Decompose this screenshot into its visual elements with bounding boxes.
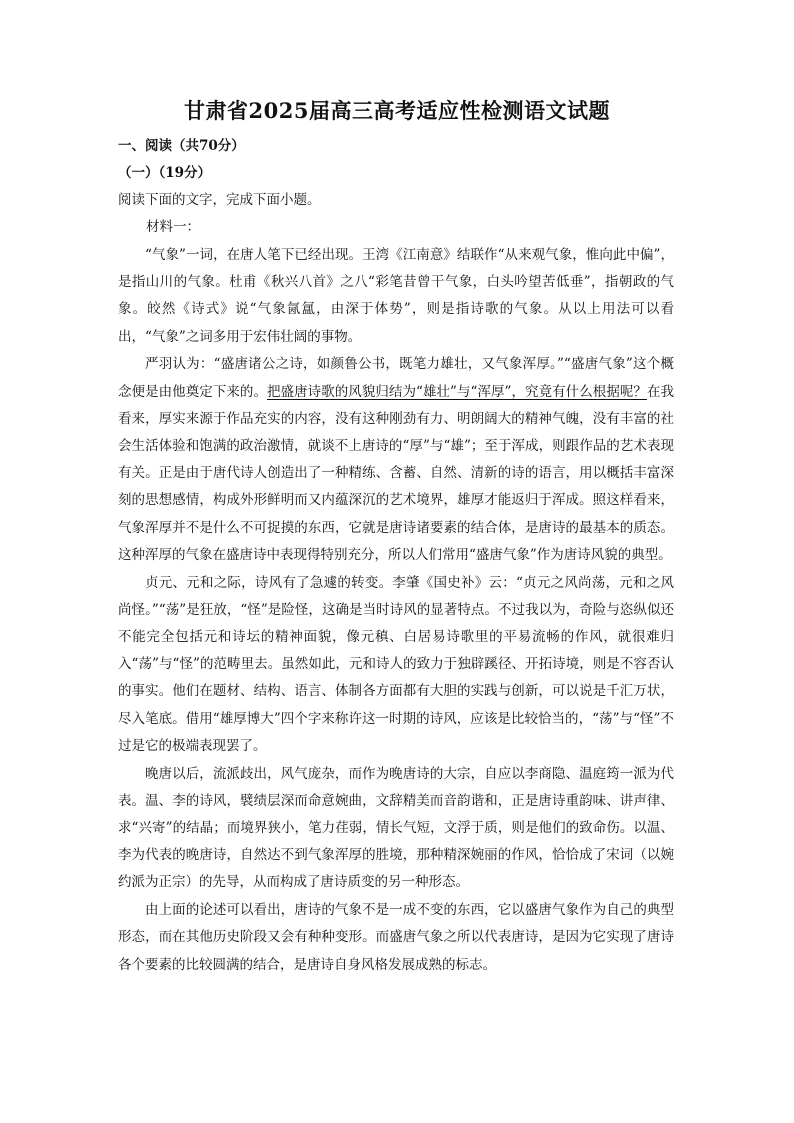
section-heading: 一、阅读（共70分）	[118, 138, 245, 154]
exam-title: 甘肃省2025届高三高考适应性检测语文试题	[184, 98, 610, 123]
underlined-question: 把盛唐诗歌的风貌归结为“雄壮”与“浑厚”，究竟有什么根据呢？	[267, 383, 647, 400]
material-body	[118, 242, 674, 979]
paragraph-2-opening: 严羽认为：“盛唐诸公之诗，如颜鲁公书，既笔力雄壮，又气象浑厚。”“盛唐气象”这个概念便是由他奠定下来的。	[118, 356, 674, 400]
paragraph-3: 贞元、元和之际，诗风有了急遽的转变。李肇《国史补》云：“贞元之风尚荡，元和之风尚怪。”“荡”是狂放，“怪”是险怪，这确是当时诗风的显著特点。不过我以为，奇险与恣纵似还不能完全包括元和诗坛的精神面貌，像元稹、白居易诗歌里的平易流畅的作风，就很难归入“荡”与“怪”的范畴里去。虽然如此，元和诗人的致力于独辟蹊径、开拓诗境，则是不容否认的事实。他们在题材、结构、语言、体制各方面都有大胆的实践与创新，可以说是千汇万状，尽入笔底。借用“雄厚博大”四个字来称许这一时期的诗风，应该是比较恰当的，“荡”与“怪”不过是它的极端表现罢了。	[118, 574, 674, 754]
material-label: 材料一：	[146, 219, 200, 235]
paragraph-4: 晚唐以后，流派歧出，风气庞杂，而作为晚唐诗的大宗，自应以李商隐、温庭筠一派为代表。温、李的诗风，襞绩层深而命意婉曲，文辞精美而音韵谐和，正是唐诗重韵味、讲声律、求“兴寄”的结晶；而境界狭小，笔力荏弱，情长气短，文浮于质，则是他们的致命伤。以温、李为代表的晚唐诗，自然达不到气象浑厚的胜境，那种精深婉丽的作风，恰恰成了宋词（以婉约派为正宗）的先导，从而构成了唐诗质变的另一种形态。	[118, 765, 674, 891]
paragraph-2	[118, 351, 674, 569]
paragraph-2-rest: 在我看来，厚实来源于作品充实的内容，没有这种刚劲有力、明朗阔大的精神气魄，没有丰富的社会生活体验和饱满的政治激情，就谈不上唐诗的“厚”与“雄”；至于浑成，则跟作品的艺术表现有关。正是由于唐代诗人创造出了一种精练、含蓄、自然、清新的诗的语言，用以概括丰富深刻的思想感情，构成外形鲜明而又内蕴深沉的艺术境界，雄厚才能返归于浑成。照这样看来，气象浑厚并不是什么不可捉摸的东西，它就是唐诗诸要素的结合体，是唐诗的最基本的质态。这种浑厚的气象在盛唐诗中表现得特别充分，所以人们常用“盛唐气象”作为唐诗风貌的典型。	[118, 383, 675, 563]
reading-instruction: 阅读下面的文字，完成下面小题。	[118, 192, 321, 208]
subsection-heading: （一）（19分）	[118, 165, 212, 181]
paragraph-1: “气象”一词，在唐人笔下已经出现。王湾《江南意》结联作“从来观气象，惟向此中偏”，是指山川的气象。杜甫《秋兴八首》之八“彩笔昔曾干气象，白头吟望苦低垂”，指朝政的气象。皎然《诗式》说“气象氤氲，由深于体势”，则是指诗歌的气象。从以上用法可以看出，“气象”之词多用于宏伟壮阔的事物。	[118, 247, 674, 345]
paragraph-5: 由上面的论述可以看出，唐诗的气象不是一成不变的东西，它以盛唐气象作为自己的典型形态，而在其他历史阶段又会有种种变形。而盛唐气象之所以代表唐诗，是因为它实现了唐诗各个要素的比较圆满的结合，是唐诗自身风格发展成熟的标志。	[118, 902, 674, 973]
